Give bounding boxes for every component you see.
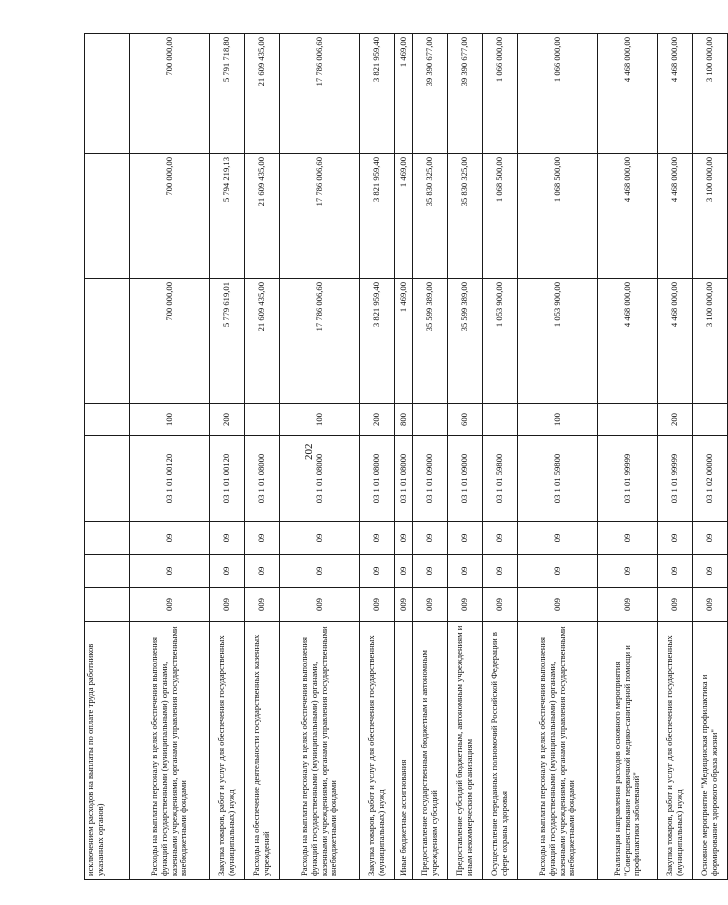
cell-admin-code: [85, 588, 130, 622]
cell-admin-code: 009: [130, 588, 210, 622]
cell-target-article: 03 1 01 99999: [598, 436, 658, 522]
cell-name: Основное мероприятие "Медицинская профилактика и формирование здорового образа жизни": [693, 622, 728, 880]
cell-amount-year-2: 1 469,00: [395, 154, 413, 279]
cell-amount-year-1: 35 599 389,00: [448, 279, 483, 404]
cell-amount-year-1: [85, 279, 130, 404]
cell-target-article: 03 1 01 09000: [413, 436, 448, 522]
cell-target-article: 03 1 01 08000: [280, 436, 360, 522]
cell-amount-year-2: 35 830 325,00: [413, 154, 448, 279]
cell-amount-year-3: 4 468 000,00: [598, 34, 658, 154]
table-row: [518, 34, 598, 880]
cell-amount-year-2: 1 068 500,00: [518, 154, 598, 279]
cell-section: 09: [693, 555, 728, 588]
cell-admin-code: 009: [483, 588, 518, 622]
cell-amount-year-3: [85, 34, 130, 154]
cell-amount-year-2: 3 100 000,00: [693, 154, 728, 279]
cell-subsection: 09: [413, 522, 448, 555]
cell-subsection: 09: [518, 522, 598, 555]
cell-name: Закупка товаров, работ и услуг для обеспечения государственных (муниципальных) нужд: [210, 622, 245, 880]
cell-admin-code: 009: [395, 588, 413, 622]
cell-expense-type: [483, 404, 518, 436]
table-row: [448, 34, 483, 880]
cell-subsection: 09: [210, 522, 245, 555]
cell-admin-code: 009: [280, 588, 360, 622]
cell-subsection: 09: [395, 522, 413, 555]
table-row: [245, 34, 280, 880]
cell-section: 09: [413, 555, 448, 588]
table-row: [85, 34, 130, 880]
cell-admin-code: 009: [598, 588, 658, 622]
cell-amount-year-2: [85, 154, 130, 279]
cell-amount-year-1: 4 468 000,00: [658, 279, 693, 404]
cell-target-article: [85, 436, 130, 522]
cell-target-article: 03 1 01 08000: [395, 436, 413, 522]
cell-subsection: 09: [483, 522, 518, 555]
cell-subsection: 09: [658, 522, 693, 555]
cell-amount-year-1: 1 053 900,00: [483, 279, 518, 404]
cell-expense-type: 200: [658, 404, 693, 436]
cell-section: 09: [280, 555, 360, 588]
cell-subsection: 09: [360, 522, 395, 555]
cell-amount-year-1: 700 000,00: [130, 279, 210, 404]
cell-expense-type: 200: [210, 404, 245, 436]
cell-amount-year-2: 1 068 500,00: [483, 154, 518, 279]
cell-admin-code: 009: [658, 588, 693, 622]
cell-section: 09: [598, 555, 658, 588]
cell-admin-code: 009: [518, 588, 598, 622]
cell-expense-type: [245, 404, 280, 436]
cell-subsection: 09: [245, 522, 280, 555]
cell-target-article: 03 1 02 00000: [693, 436, 728, 522]
cell-amount-year-1: 17 786 006,60: [280, 279, 360, 404]
cell-expense-type: 100: [130, 404, 210, 436]
table-row: [413, 34, 448, 880]
cell-subsection: [85, 522, 130, 555]
cell-amount-year-2: 700 000,00: [130, 154, 210, 279]
cell-section: 09: [130, 555, 210, 588]
cell-expense-type: 600: [448, 404, 483, 436]
cell-section: 09: [658, 555, 693, 588]
cell-expense-type: 200: [360, 404, 395, 436]
cell-expense-type: [413, 404, 448, 436]
cell-expense-type: [693, 404, 728, 436]
cell-admin-code: 009: [360, 588, 395, 622]
cell-amount-year-1: 1 053 900,00: [518, 279, 598, 404]
table-row: [693, 34, 728, 880]
cell-name: Осуществление переданных полномочий Российской Федерации в сфере охраны здоровья: [483, 622, 518, 880]
cell-target-article: 03 1 01 08000: [360, 436, 395, 522]
table-row: [360, 34, 395, 880]
cell-admin-code: 009: [245, 588, 280, 622]
cell-target-article: 03 1 01 00120: [130, 436, 210, 522]
cell-amount-year-1: 1 469,00: [395, 279, 413, 404]
cell-expense-type: 100: [518, 404, 598, 436]
cell-amount-year-2: 5 794 219,13: [210, 154, 245, 279]
cell-amount-year-3: 1 066 000,00: [518, 34, 598, 154]
cell-amount-year-3: 39 390 677,00: [413, 34, 448, 154]
cell-name: Расходы на выплаты персоналу в целях обеспечения выполнения функций государственными (муниципальными) органами, казенными учреждениями, органами управления государственными внебюджетными фондами: [130, 622, 210, 880]
cell-name: Закупка товаров, работ и услуг для обеспечения государственных (муниципальных) нужд: [360, 622, 395, 880]
rotated-table-area: [84, 34, 719, 880]
cell-name: Расходы на обеспечение деятельности государственных казенных учреждений: [245, 622, 280, 880]
cell-amount-year-3: 21 609 435,00: [245, 34, 280, 154]
cell-subsection: 09: [280, 522, 360, 555]
cell-target-article: 03 1 01 08000: [245, 436, 280, 522]
cell-amount-year-2: 3 821 959,40: [360, 154, 395, 279]
cell-target-article: 03 1 01 09000: [448, 436, 483, 522]
table-row: [130, 34, 210, 880]
cell-amount-year-3: 5 791 718,80: [210, 34, 245, 154]
cell-amount-year-2: 4 468 000,00: [598, 154, 658, 279]
cell-subsection: 09: [598, 522, 658, 555]
cell-amount-year-3: 3 821 959,40: [360, 34, 395, 154]
cell-amount-year-1: 3 821 959,40: [360, 279, 395, 404]
table-row: [598, 34, 658, 880]
cell-name: Иные бюджетные ассигнования: [395, 622, 413, 880]
table-row: [395, 34, 413, 880]
cell-amount-year-2: 21 609 435,00: [245, 154, 280, 279]
cell-target-article: 03 1 01 99999: [658, 436, 693, 522]
table-row: [280, 34, 360, 880]
cell-amount-year-1: 35 599 389,00: [413, 279, 448, 404]
cell-section: 09: [360, 555, 395, 588]
cell-section: 09: [245, 555, 280, 588]
cell-name: Реализация направления расходов основного мероприятия "Совершенствование первичной медико-санитарной помощи и профилактики заболеваний": [598, 622, 658, 880]
cell-section: 09: [518, 555, 598, 588]
cell-expense-type: 800: [395, 404, 413, 436]
cell-admin-code: 009: [210, 588, 245, 622]
cell-name: Предоставление государственным бюджетным и автономным учреждениям субсидий: [413, 622, 448, 880]
page-number: 202: [303, 443, 315, 461]
cell-name: Расходы на выплаты персоналу в целях обеспечения выполнения функций государственными (муниципальными) органами, казенными учреждениями, органами управления государственными внебюджетными фондами: [518, 622, 598, 880]
cell-section: 09: [483, 555, 518, 588]
cell-expense-type: [85, 404, 130, 436]
cell-amount-year-3: 1 469,00: [395, 34, 413, 154]
cell-target-article: 03 1 01 00120: [210, 436, 245, 522]
cell-name: Закупка товаров, работ и услуг для обеспечения государственных (муниципальных) нужд: [658, 622, 693, 880]
cell-subsection: 09: [693, 522, 728, 555]
cell-amount-year-3: 1 066 000,00: [483, 34, 518, 154]
cell-amount-year-3: 17 786 006,60: [280, 34, 360, 154]
cell-amount-year-2: 35 830 325,00: [448, 154, 483, 279]
cell-amount-year-2: 17 786 006,60: [280, 154, 360, 279]
cell-subsection: 09: [448, 522, 483, 555]
cell-name: Предоставление субсидий бюджетным, автономным учреждениям и иным некоммерческим организациям: [448, 622, 483, 880]
cell-amount-year-1: 4 468 000,00: [598, 279, 658, 404]
cell-section: 09: [395, 555, 413, 588]
cell-name: Расходы на выплаты персоналу в целях обеспечения выполнения функций государственными (муниципальными) органами, казенными учреждениями, органами управления государственными внебюджетными фондами: [280, 622, 360, 880]
budget-table: [84, 33, 728, 880]
cell-amount-year-3: 4 468 000,00: [658, 34, 693, 154]
table-row: [483, 34, 518, 880]
cell-amount-year-1: 5 779 619,01: [210, 279, 245, 404]
cell-name: исключением расходов на выплаты по оплате труда работников указанных органов): [85, 622, 130, 880]
cell-target-article: 03 1 01 59800: [518, 436, 598, 522]
cell-expense-type: [598, 404, 658, 436]
cell-amount-year-3: 3 100 000,00: [693, 34, 728, 154]
cell-admin-code: 009: [693, 588, 728, 622]
cell-admin-code: 009: [448, 588, 483, 622]
cell-subsection: 09: [130, 522, 210, 555]
table-body: [85, 34, 728, 880]
cell-admin-code: 009: [413, 588, 448, 622]
cell-section: [85, 555, 130, 588]
cell-amount-year-1: 3 100 000,00: [693, 279, 728, 404]
table-row: [210, 34, 245, 880]
cell-amount-year-3: 39 390 677,00: [448, 34, 483, 154]
cell-expense-type: 100: [280, 404, 360, 436]
cell-section: 09: [448, 555, 483, 588]
cell-amount-year-2: 4 468 000,00: [658, 154, 693, 279]
cell-section: 09: [210, 555, 245, 588]
cell-target-article: 03 1 01 59800: [483, 436, 518, 522]
cell-amount-year-1: 21 609 435,00: [245, 279, 280, 404]
table-row: [658, 34, 693, 880]
cell-amount-year-3: 700 000,00: [130, 34, 210, 154]
